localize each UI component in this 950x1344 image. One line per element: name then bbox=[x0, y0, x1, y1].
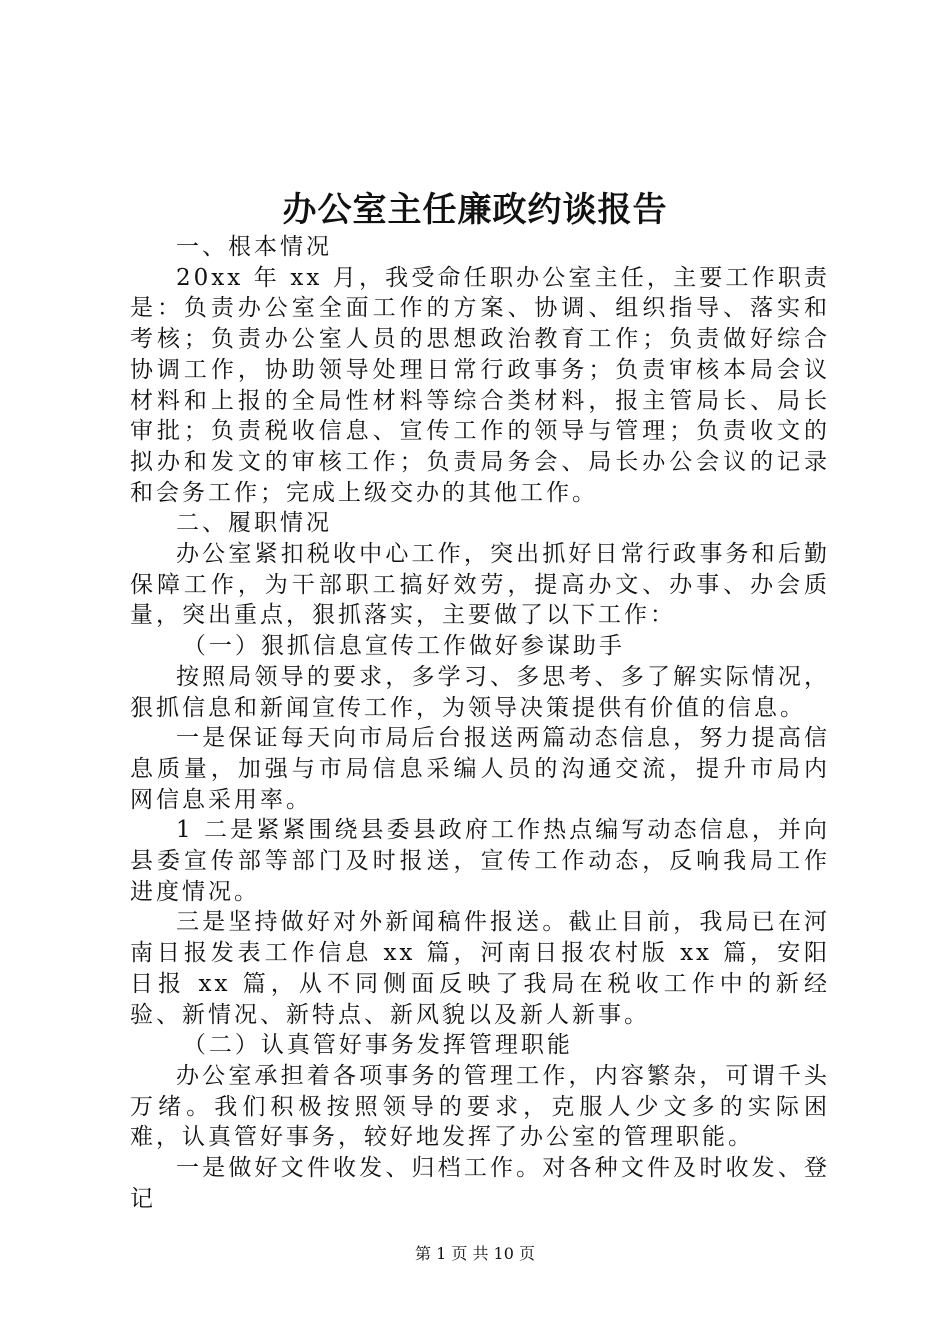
paragraph-point-two: 1 二是紧紧围绕县委县政府工作热点编写动态信息，并向县委宣传部等部门及时报送，宣传工作动态，反响我局工作进度情况。 bbox=[130, 817, 830, 905]
paragraph-point-three: 三是坚持做好对外新闻稿件报送。截止目前，我局已在河南日报发表工作信息 xx 篇，河南日报农村版 xx 篇，安阳日报 xx 篇，从不同侧面反映了我局在税收工作中的新经验、新情况、新特点、新风貌以及新人新事。 bbox=[130, 909, 830, 1028]
document-body bbox=[130, 232, 830, 1215]
subheading-affairs: （二）认真管好事务发挥管理职能 bbox=[182, 1032, 573, 1059]
paragraph-overview: 办公室紧扣税收中心工作，突出抓好日常行政事务和后勤保障工作，为干部职工搞好效劳，提高办文、办事、办会质量，突出重点，狠抓落实，主要做了以下工作： bbox=[130, 541, 830, 629]
section-heading-performance: 二、履职情况 bbox=[176, 510, 332, 537]
paragraph-point-one: 一是保证每天向市局后台报送两篇动态信息，努力提高信息质量，加强与市局信息采编人员的沟通交流，提升市局内网信息采用率。 bbox=[130, 725, 830, 813]
subheading-information: （一）狠抓信息宣传工作做好参谋助手 bbox=[182, 633, 625, 660]
paragraph-information: 按照局领导的要求，多学习、多思考、多了解实际情况，狠抓信息和新闻宣传工作，为领导决策提供有价值的信息。 bbox=[130, 663, 830, 721]
page-number: 第 1 页 共 10 页 bbox=[415, 1244, 535, 1263]
paragraph-filing: 一是做好文件收发、归档工作。对各种文件及时收发、登记 bbox=[130, 1155, 830, 1212]
document-title: 办公室主任廉政约谈报告 bbox=[282, 190, 668, 230]
paragraph-duties: 20xx 年 xx 月，我受命任职办公室主任，主要工作职责是：负责办公室全面工作的方案、协调、组织指导、落实和考核；负责办公室人员的思想政治教育工作；负责做好综合协调工作，协助领导处理日常行政事务；负责审核本局会议材料和上报的全局性材料等综合类材料，报主管局长、局长审批；负责税收信息、宣传工作的领导与管理；负责收文的拟办和发文的审核工作；负责局务会、局长办公会议的记录和会务工作；完成上级交办的其他工作。 bbox=[130, 264, 830, 506]
paragraph-affairs: 办公室承担着各项事务的管理工作，内容繁杂，可谓千头万绪。我们积极按照领导的要求，克服人少文多的实际困难，认真管好事务，较好地发挥了办公室的管理职能。 bbox=[130, 1062, 830, 1151]
section-heading-basic: 一、根本情况 bbox=[176, 234, 332, 260]
